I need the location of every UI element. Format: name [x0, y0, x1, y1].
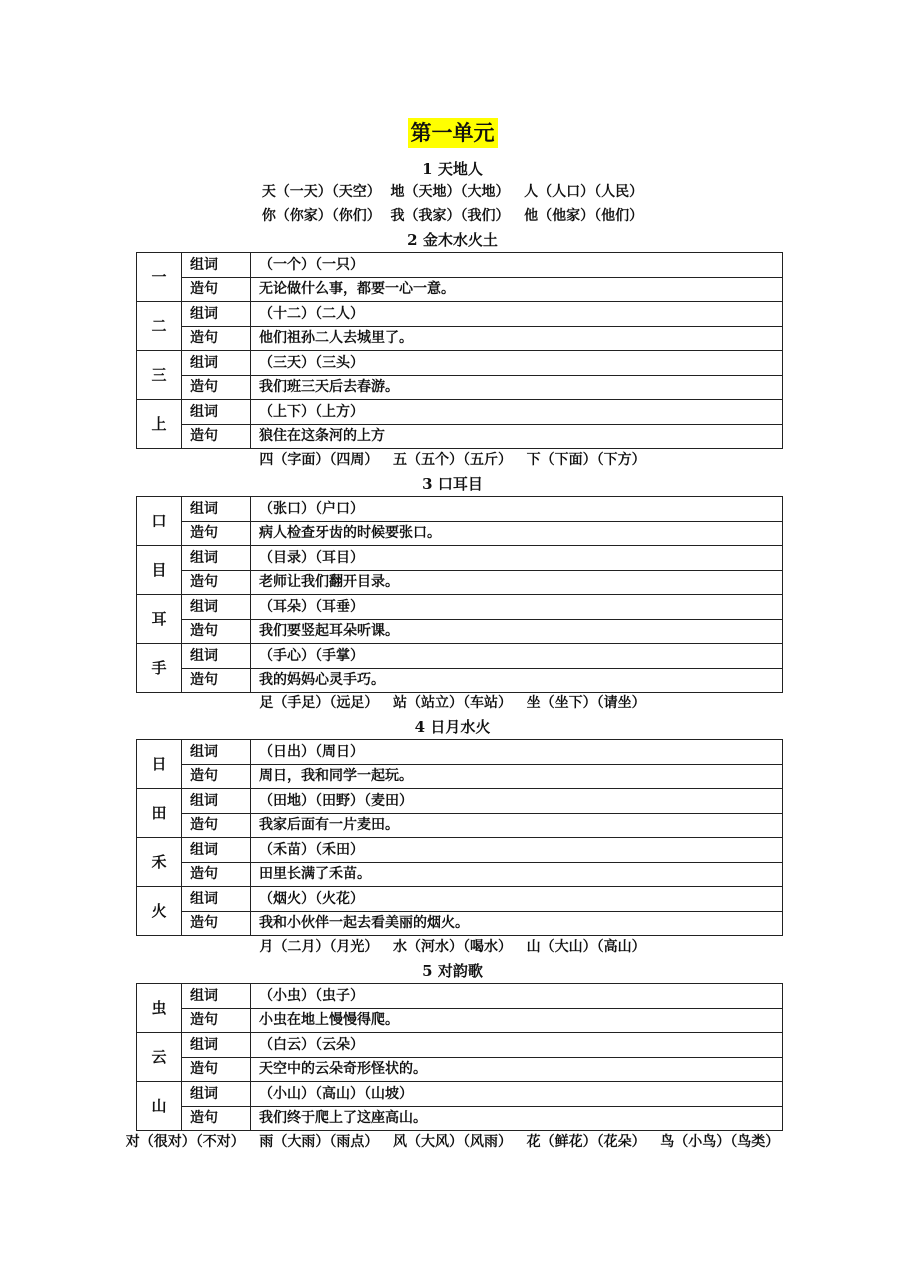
zaoju-value: 田里长满了禾苗。	[251, 862, 783, 887]
zaoju-label: 造句	[182, 668, 251, 693]
table-row	[137, 351, 783, 376]
table-row	[137, 570, 783, 595]
zaoju-label: 造句	[182, 570, 251, 595]
lesson-5-heading: 5 对韵歌	[422, 962, 483, 980]
table-row	[137, 424, 783, 449]
unit-title	[0, 118, 905, 150]
zuci-label: 组词	[182, 789, 251, 814]
zaoju-value: 小虫在地上慢慢得爬。	[251, 1008, 783, 1033]
lesson-2-table	[136, 252, 783, 449]
char-cell: 禾	[137, 838, 182, 887]
table-row	[137, 595, 783, 620]
zuci-label: 组词	[182, 740, 251, 765]
char-cell: 虫	[137, 984, 182, 1033]
zuci-label: 组词	[182, 253, 251, 278]
lesson-1-heading: 1 天地人	[422, 160, 483, 178]
lesson-4-heading: 4 日月水火	[414, 718, 491, 736]
lesson-2-heading: 2 金木水火土	[407, 231, 498, 249]
zaoju-value: 我们要竖起耳朵听课。	[251, 619, 783, 644]
zuci-label: 组词	[182, 400, 251, 425]
char-cell: 上	[137, 400, 182, 449]
zaoju-label: 造句	[182, 619, 251, 644]
zaoju-label: 造句	[182, 424, 251, 449]
table-row	[137, 887, 783, 912]
table-row	[137, 1008, 783, 1033]
char-cell: 三	[137, 351, 182, 400]
zuci-label: 组词	[182, 838, 251, 863]
zuci-value: （小山）（高山）（山坡）	[251, 1082, 783, 1107]
zuci-value: （手心）（手掌）	[251, 644, 783, 669]
zaoju-label: 造句	[182, 813, 251, 838]
table-row	[137, 911, 783, 936]
zaoju-label: 造句	[182, 764, 251, 789]
zuci-value: （一个）（一只）	[251, 253, 783, 278]
table-row	[137, 813, 783, 838]
lesson-5-table	[136, 983, 783, 1131]
table-row	[137, 326, 783, 351]
zuci-label: 组词	[182, 984, 251, 1009]
zaoju-value: 天空中的云朵奇形怪状的。	[251, 1057, 783, 1082]
zaoju-value: 老师让我们翻开目录。	[251, 570, 783, 595]
zaoju-value: 周日，我和同学一起玩。	[251, 764, 783, 789]
lesson-3-extra-line: 足（手足）（远足） 站（站立）（车站） 坐（坐下）（请坐）	[259, 695, 646, 711]
zuci-label: 组词	[182, 351, 251, 376]
char-cell: 云	[137, 1033, 182, 1082]
zuci-value: （日出）（周日）	[251, 740, 783, 765]
table-row	[137, 497, 783, 522]
table-row	[137, 1082, 783, 1107]
table-row	[137, 375, 783, 400]
zuci-value: （烟火）（火花）	[251, 887, 783, 912]
lesson-4-extra-line: 月（二月）（月光） 水（河水）（喝水） 山（大山）（高山）	[259, 939, 646, 955]
char-cell: 一	[137, 253, 182, 302]
table-row	[137, 400, 783, 425]
table-row	[137, 740, 783, 765]
char-cell: 火	[137, 887, 182, 936]
zaoju-value: 无论做什么事，都要一心一意。	[251, 277, 783, 302]
zaoju-value: 我们终于爬上了这座高山。	[251, 1106, 783, 1131]
char-cell: 耳	[137, 595, 182, 644]
table-row	[137, 764, 783, 789]
lesson-4-table	[136, 739, 783, 936]
zuci-value: （三天）（三头）	[251, 351, 783, 376]
zuci-label: 组词	[182, 497, 251, 522]
lesson-5-extra-line: 对（很对）（不对） 雨（大雨）（雨点） 风（大风）（风雨） 花（鲜花）（花朵） 鸟（小鸟）（鸟类）	[125, 1134, 780, 1150]
lesson-3-heading: 3 口耳目	[422, 475, 483, 493]
table-row	[137, 277, 783, 302]
zaoju-label: 造句	[182, 1057, 251, 1082]
lesson-2-extra-line: 四（字面）（四周） 五（五个）（五斤） 下（下面）（下方）	[259, 452, 646, 468]
table-row	[137, 253, 783, 278]
char-cell: 日	[137, 740, 182, 789]
zuci-value: （张口）（户口）	[251, 497, 783, 522]
lesson-1-line-1: 天（一天）（天空） 地（天地）（大地） 人（人口）（人民）	[261, 184, 644, 200]
zuci-label: 组词	[182, 1033, 251, 1058]
table-row	[137, 862, 783, 887]
table-row	[137, 838, 783, 863]
zaoju-label: 造句	[182, 521, 251, 546]
char-cell: 口	[137, 497, 182, 546]
zuci-value: （十二）（二人）	[251, 302, 783, 327]
table-row	[137, 1106, 783, 1131]
zuci-value: （上下）（上方）	[251, 400, 783, 425]
zaoju-value: 病人检查牙齿的时候要张口。	[251, 521, 783, 546]
zuci-value: （白云）（云朵）	[251, 1033, 783, 1058]
zuci-value: （田地）（田野）（麦田）	[251, 789, 783, 814]
char-cell: 二	[137, 302, 182, 351]
char-cell: 手	[137, 644, 182, 693]
table-row	[137, 1033, 783, 1058]
zaoju-value: 我的妈妈心灵手巧。	[251, 668, 783, 693]
char-cell: 田	[137, 789, 182, 838]
table-row	[137, 668, 783, 693]
table-row	[137, 521, 783, 546]
zaoju-value: 狼住在这条河的上方	[251, 424, 783, 449]
lesson-1-line-2: 你（你家）（你们） 我（我家）（我们） 他（他家）（他们）	[261, 208, 644, 224]
zaoju-value: 他们祖孙二人去城里了。	[251, 326, 783, 351]
zuci-value: （禾苗）（禾田）	[251, 838, 783, 863]
zuci-label: 组词	[182, 887, 251, 912]
table-row	[137, 644, 783, 669]
table-row	[137, 546, 783, 571]
zuci-value: （小虫）（虫子）	[251, 984, 783, 1009]
zaoju-label: 造句	[182, 862, 251, 887]
table-row	[137, 302, 783, 327]
zuci-label: 组词	[182, 595, 251, 620]
zuci-value: （目录）（耳目）	[251, 546, 783, 571]
zaoju-label: 造句	[182, 375, 251, 400]
char-cell: 目	[137, 546, 182, 595]
zaoju-label: 造句	[182, 326, 251, 351]
zuci-label: 组词	[182, 1082, 251, 1107]
zaoju-label: 造句	[182, 277, 251, 302]
unit-title-text: 第一单元	[408, 118, 498, 148]
zaoju-label: 造句	[182, 1008, 251, 1033]
zaoju-label: 造句	[182, 911, 251, 936]
table-row	[137, 619, 783, 644]
lesson-3-table	[136, 496, 783, 693]
zaoju-value: 我家后面有一片麦田。	[251, 813, 783, 838]
zaoju-value: 我和小伙伴一起去看美丽的烟火。	[251, 911, 783, 936]
zaoju-value: 我们班三天后去春游。	[251, 375, 783, 400]
table-row	[137, 984, 783, 1009]
table-row	[137, 789, 783, 814]
table-row	[137, 1057, 783, 1082]
zuci-label: 组词	[182, 546, 251, 571]
zuci-label: 组词	[182, 644, 251, 669]
char-cell: 山	[137, 1082, 182, 1131]
zuci-value: （耳朵）（耳垂）	[251, 595, 783, 620]
zuci-label: 组词	[182, 302, 251, 327]
zaoju-label: 造句	[182, 1106, 251, 1131]
